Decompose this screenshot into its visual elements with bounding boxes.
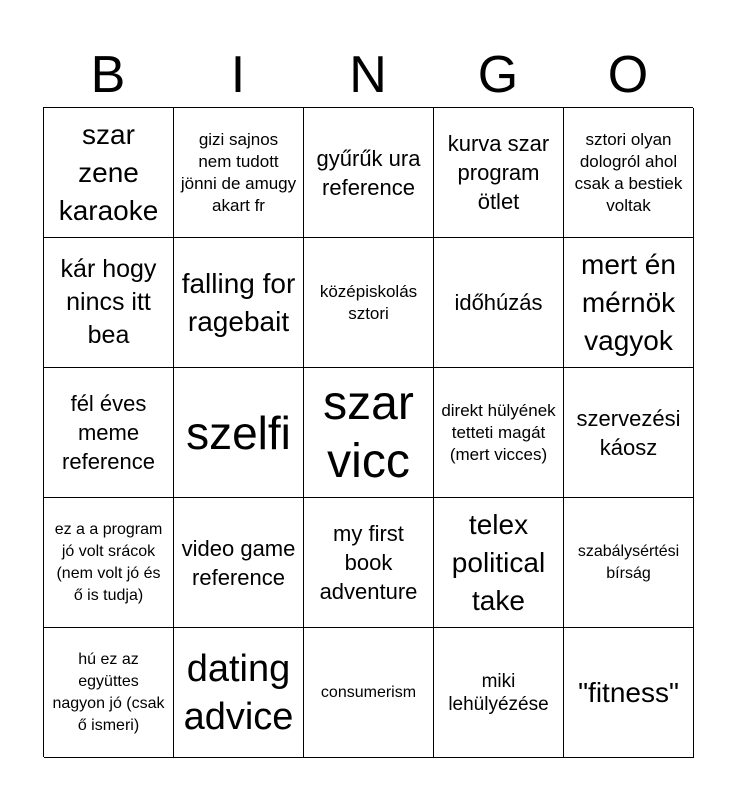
cell-text: szelfi [186, 406, 291, 459]
cell-text: consumerism [320, 683, 417, 701]
cell-text: szabálysértési bírság [577, 542, 680, 582]
bingo-cell-r2c5[interactable] [564, 238, 694, 368]
cell-text: direkt hülyének tetteti magát (mert vicces) [441, 400, 556, 464]
cell-text: falling for ragebait [181, 267, 296, 337]
cell-text: szar vicc [323, 376, 414, 488]
cell-text: video game reference [181, 535, 296, 590]
header-letter-i: I [230, 46, 246, 104]
bingo-cell-r4c1[interactable] [44, 498, 174, 628]
bingo-cell-r4c3[interactable] [304, 498, 434, 628]
cell-text: my first book adventure [319, 521, 418, 604]
cell-text: középiskolás sztori [319, 281, 418, 323]
cell-text: időhúzás [454, 290, 543, 315]
header-letter-n: N [349, 46, 387, 104]
bingo-cell-r3c5[interactable] [564, 368, 694, 498]
cell-text: gizi sajnos nem tudott jönni de amugy akart fr [180, 129, 297, 215]
cell-text: szar zene karaoke [58, 118, 159, 226]
bingo-cell-r3c3[interactable] [304, 368, 434, 498]
bingo-cell-r5c1[interactable] [44, 628, 174, 758]
bingo-cell-r3c2[interactable] [174, 368, 304, 498]
cell-text: ez a a program jó volt srácok (nem volt jó és ő is tudja) [54, 520, 163, 604]
cell-text: miki lehülyézése [448, 670, 549, 715]
cell-text: dating advice [183, 647, 294, 738]
header-letter-g: G [477, 46, 519, 104]
bingo-cell-r2c4[interactable] [434, 238, 564, 368]
header-letter-o: O [607, 46, 649, 104]
cell-text: "fitness" [578, 676, 679, 708]
bingo-grid [43, 107, 693, 757]
bingo-cell-r2c2[interactable] [174, 238, 304, 368]
bingo-cell-r1c4[interactable] [434, 108, 564, 238]
cell-text: telex political take [451, 508, 546, 616]
bingo-header [43, 42, 693, 108]
bingo-cell-r3c4[interactable] [434, 368, 564, 498]
bingo-cell-r2c1[interactable] [44, 238, 174, 368]
bingo-cell-r1c3[interactable] [304, 108, 434, 238]
bingo-cell-r5c3[interactable] [304, 628, 434, 758]
bingo-cell-r3c1[interactable] [44, 368, 174, 498]
bingo-cell-r5c2[interactable] [174, 628, 304, 758]
bingo-cell-r5c5[interactable] [564, 628, 694, 758]
cell-text: hú ez az együttes nagyon jó (csak ő ismeri) [52, 650, 165, 734]
bingo-cell-r1c1[interactable] [44, 108, 174, 238]
cell-text: kurva szar program ötlet [447, 131, 550, 214]
header-letter-b: B [90, 46, 126, 104]
cell-text: gyűrűk ura reference [316, 145, 421, 200]
bingo-cell-r4c4[interactable] [434, 498, 564, 628]
bingo-cell-r1c5[interactable] [564, 108, 694, 238]
cell-text: szervezési káosz [576, 405, 681, 460]
bingo-cell-r5c4[interactable] [434, 628, 564, 758]
bingo-cell-r1c2[interactable] [174, 108, 304, 238]
bingo-cell-r4c2[interactable] [174, 498, 304, 628]
cell-text: sztori olyan dologról ahol csak a bestiek voltak [574, 129, 683, 215]
cell-text: fél éves meme reference [62, 391, 155, 474]
cell-text: kár hogy nincs itt bea [60, 255, 157, 349]
cell-text: mert én mérnök vagyok [581, 248, 676, 356]
bingo-cell-r2c3[interactable] [304, 238, 434, 368]
bingo-cell-r4c5[interactable] [564, 498, 694, 628]
